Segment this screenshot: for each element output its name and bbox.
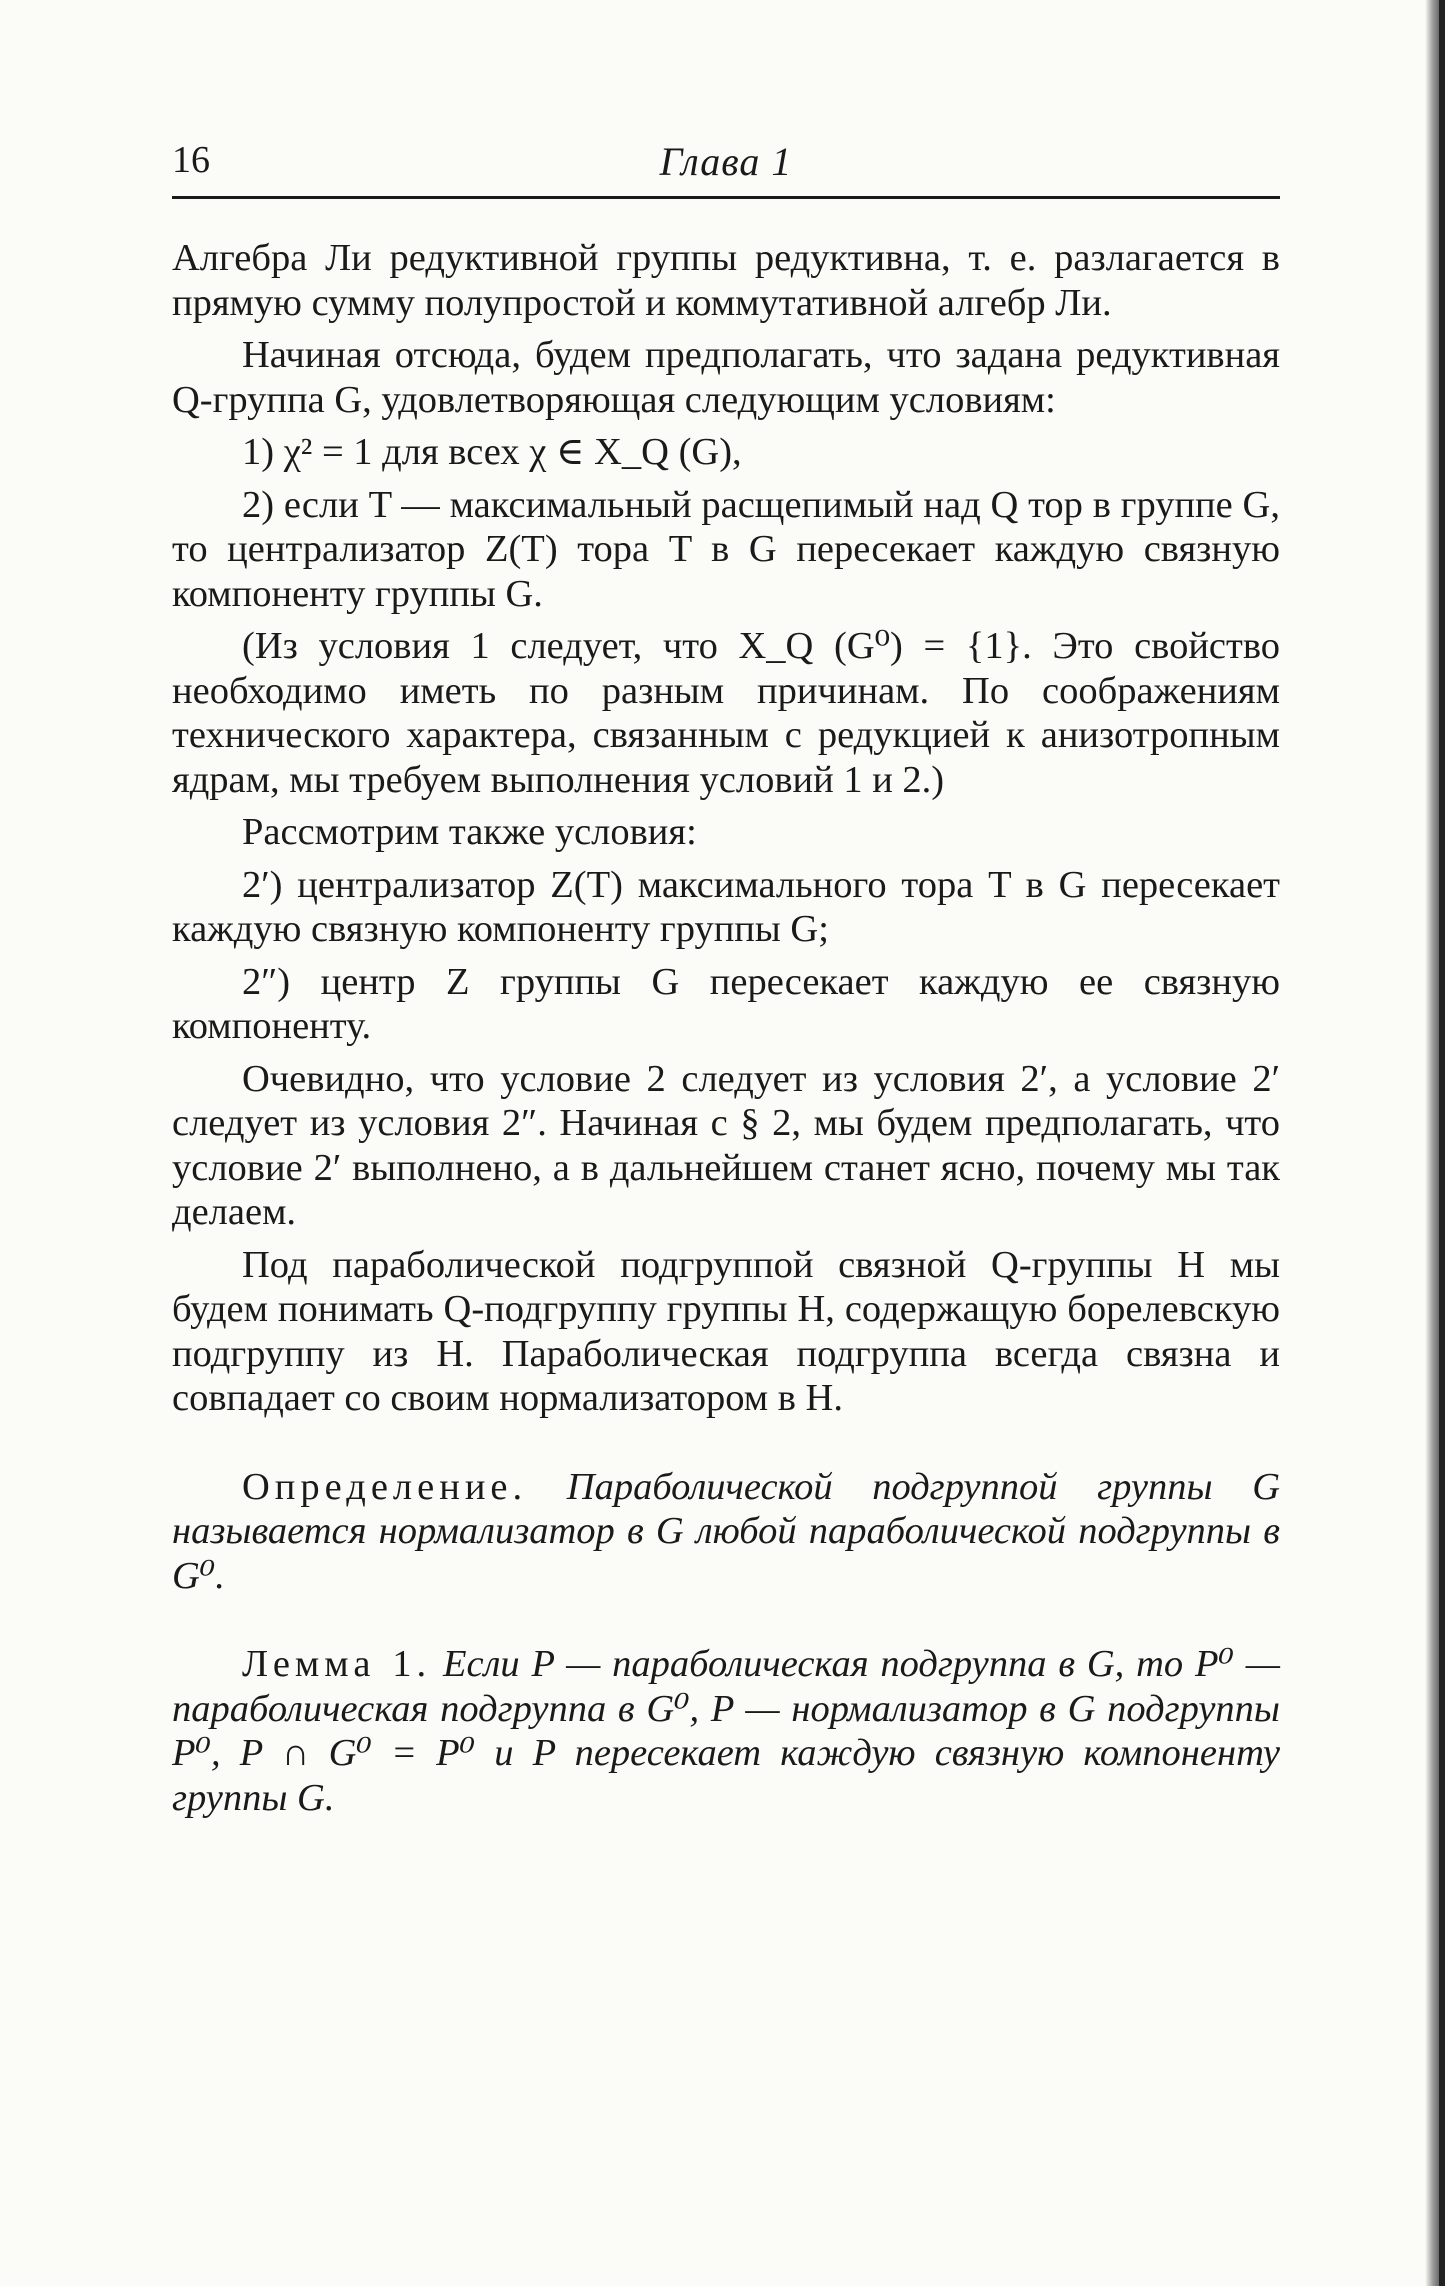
page-number: 16 [172,139,210,181]
paragraph-assumptions: Начиная отсюда, будем предполагать, что задана редуктивная Q-группа G, удовлетворяющая следующим условиям: [172,334,1280,421]
definition-label: Определение. [242,1465,528,1508]
definition-text: Параболической подгруппой группы G называется нормализатор в G любой параболической подгруппы в G⁰. [172,1465,1280,1597]
definition [172,1465,1280,1599]
condition-2: 2) если T — максимальный расщепимый над Q тор в группе G, то централизатор Z(T) тора T в G пересекает каждую связную компоненту группы G. [172,483,1280,615]
paragraph-remark: (Из условия 1 следует, что X_Q (G⁰) = {1}. Это свойство необходимо иметь по разным причинам. По соображениям технического характера, связанным с редукцией к анизотропным ядрам, мы требуем выполнения условий 1 и 2.) [172,625,1280,801]
paragraph-obviously: Очевидно, что условие 2 следует из условия 2′, а условие 2′ следует из условия 2″. Начиная с § 2, мы будем предполагать, что условие 2′ выполнено, а в дальнейшем станет ясно, почему мы так делаем. [172,1057,1280,1233]
running-head: Глава 1 [659,139,793,184]
lemma-text: Если P — параболическая подгруппа в G, то P⁰ — параболическая подгруппа в G⁰, P — нормализатор в G подгруппы P⁰, P ∩ G⁰ = P⁰ и P пересекает каждую связную компоненту группы G. [172,1643,1280,1819]
lemma [172,1642,1280,1820]
paragraph-lie-algebra: Алгебра Ли редуктивной группы редуктивна, т. е. разлагается в прямую сумму полупростой и коммутативной алгебр Ли. [172,237,1280,324]
paragraph-consider: Рассмотрим также условия: [242,811,697,853]
condition-2-double-prime: 2″) центр Z группы G пересекает каждую ее связную компоненту. [172,960,1280,1047]
lemma-label: Лемма 1. [242,1643,432,1685]
paragraph-parabolic: Под параболической подгруппой связной Q-группы H мы будем понимать Q-подгруппу группы H, содержащую борелевскую подгруппу из H. Параболическая подгруппа всегда связна и совпадает со своим нормализатором в H. [172,1243,1280,1419]
condition-1: 1) χ² = 1 для всех χ ∈ X_Q (G), [242,431,742,473]
binding-shadow [1439,0,1445,2286]
header-rule [172,196,1280,199]
page-body [172,236,1280,1820]
condition-2-prime: 2′) централизатор Z(T) максимального тора T в G пересекает каждую связную компоненту группы G; [172,863,1280,950]
page-header [172,138,1280,188]
